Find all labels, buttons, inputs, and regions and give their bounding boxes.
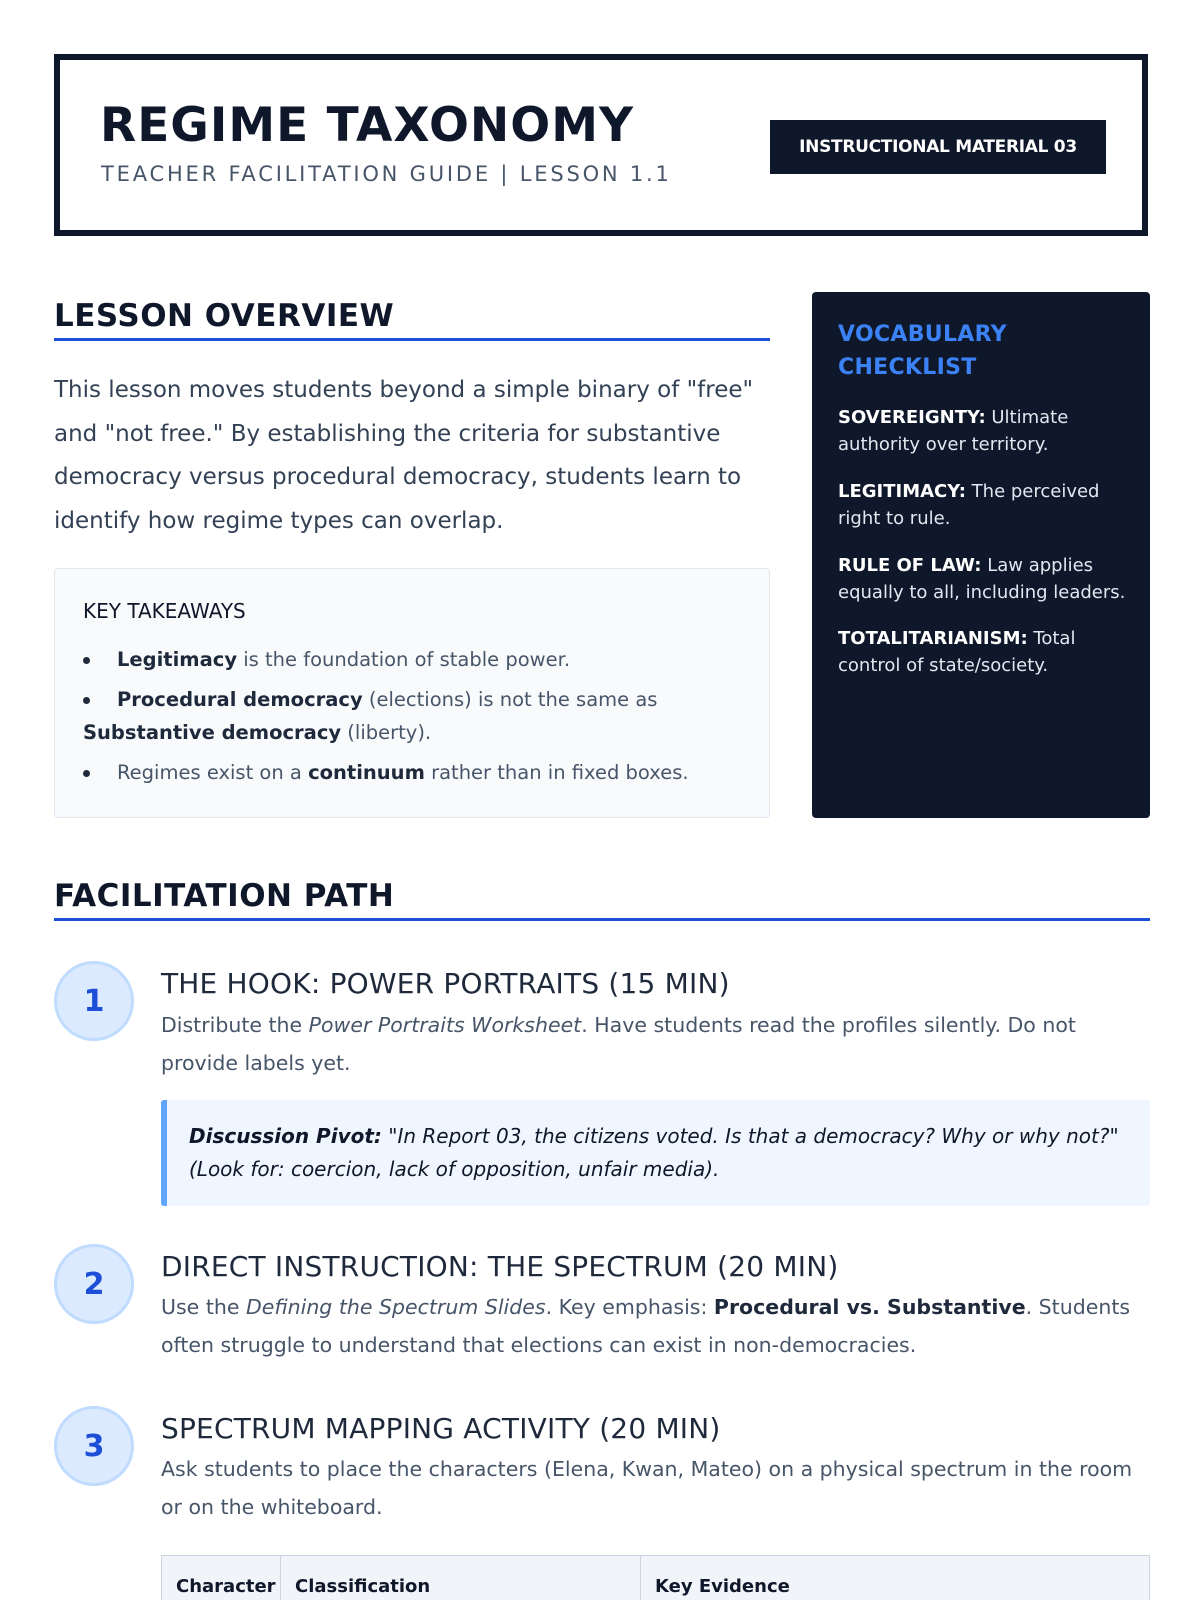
step-description [161,1006,1151,1082]
step-number-badge: 2 [54,1244,134,1324]
takeaway-term: Substantive democracy [83,721,342,744]
step-description [161,1288,1151,1364]
step-text: Distribute the [161,1013,309,1037]
list-item [83,643,743,676]
vocabulary-panel [812,292,1150,818]
key-takeaways-heading: KEY TAKEAWAYS [83,599,246,623]
vocab-term: TOTALITARIANISM: [838,628,1028,649]
takeaway-term: continuum [308,761,425,784]
step-text: . Students often struggle to understand that elections can exist in non-democracies. [161,1295,1131,1357]
document-header [54,54,1148,236]
takeaway-text: (elections) is not the same as [362,688,658,711]
bullet-icon [83,770,90,777]
takeaway-text: rather than in fixed boxes. [424,761,689,784]
facilitation-path-heading: FACILITATION PATH [54,878,395,914]
facilitation-divider [54,918,1150,921]
takeaway-text: (liberty). [341,721,432,744]
step-title: DIRECT INSTRUCTION: THE SPECTRUM (20 MIN) [161,1250,839,1283]
material-badge: INSTRUCTIONAL MATERIAL 03 [770,120,1106,174]
pivot-question: "In Report 03, the citizens voted. Is that a democracy? Why or why not?" (Look for: coercion, lack of opposition, unfair media). [189,1124,1119,1181]
vocab-term: LEGITIMACY: [838,481,966,502]
bullet-icon [83,657,90,664]
table-header-key-evidence: Key Evidence [655,1575,790,1597]
takeaway-term: Legitimacy [117,648,238,671]
vocab-term: RULE OF LAW: [838,555,982,576]
lesson-overview-heading: LESSON OVERVIEW [54,298,395,334]
pivot-text [189,1120,1119,1186]
takeaway-text: is the foundation of stable power. [237,648,571,671]
table-header-classification: Classification [281,1556,641,1600]
vocab-entry [838,625,1138,679]
step-text: . Have students read the profiles silently. Do not provide labels yet. [161,1013,1076,1075]
material-reference: Power Portraits Worksheet [308,1013,582,1037]
spectrum-mapping-table [161,1555,1150,1600]
step-number-badge: 1 [54,961,134,1041]
overview-divider [54,338,770,341]
bullet-icon [83,697,90,704]
vocab-definition: Law applies equally to all, including leaders. [838,555,1126,603]
vocab-entry [838,552,1138,606]
vocab-definition: The perceived right to rule. [838,481,1100,529]
table-header-character: Character [162,1556,281,1600]
material-reference: Defining the Spectrum Slides [245,1295,546,1319]
vocab-definition: Ultimate authority over territory. [838,407,1069,455]
list-item [83,756,743,789]
vocabulary-heading: VOCABULARY CHECKLIST [838,322,1007,380]
key-emphasis: Procedural vs. Substantive [713,1295,1026,1319]
overview-paragraph: This lesson moves students beyond a simple binary of "free" and "not free." By establishing the criteria for substantive democracy versus procedural democracy, students learn to identify how regime types can overlap. [54,377,754,534]
vocab-entry [838,478,1138,532]
vocab-entry [838,404,1138,458]
list-item [83,683,743,749]
step-text: Use the [161,1295,246,1319]
step-number-badge: 3 [54,1406,134,1486]
step-title: SPECTRUM MAPPING ACTIVITY (20 MIN) [161,1412,721,1445]
vocab-term: SOVEREIGNTY: [838,407,986,428]
document-title: REGIME TAXONOMY [100,98,634,153]
takeaway-term: Procedural democracy [117,688,363,711]
step-title: THE HOOK: POWER PORTRAITS (15 MIN) [161,967,730,1000]
step-text: . Key emphasis: [545,1295,714,1319]
vocab-definition: Total control of state/society. [838,628,1076,676]
takeaways-list [83,643,743,796]
pivot-label: Discussion Pivot: [189,1124,382,1148]
discussion-pivot-callout [161,1100,1150,1206]
key-takeaways-box [54,568,770,818]
step-description: Ask students to place the characters (Elena, Kwan, Mateo) on a physical spectrum in the room or on the whiteboard. [161,1457,1133,1519]
document-subtitle: TEACHER FACILITATION GUIDE | LESSON 1.1 [101,162,672,186]
takeaway-text: Regimes exist on a [117,761,309,784]
